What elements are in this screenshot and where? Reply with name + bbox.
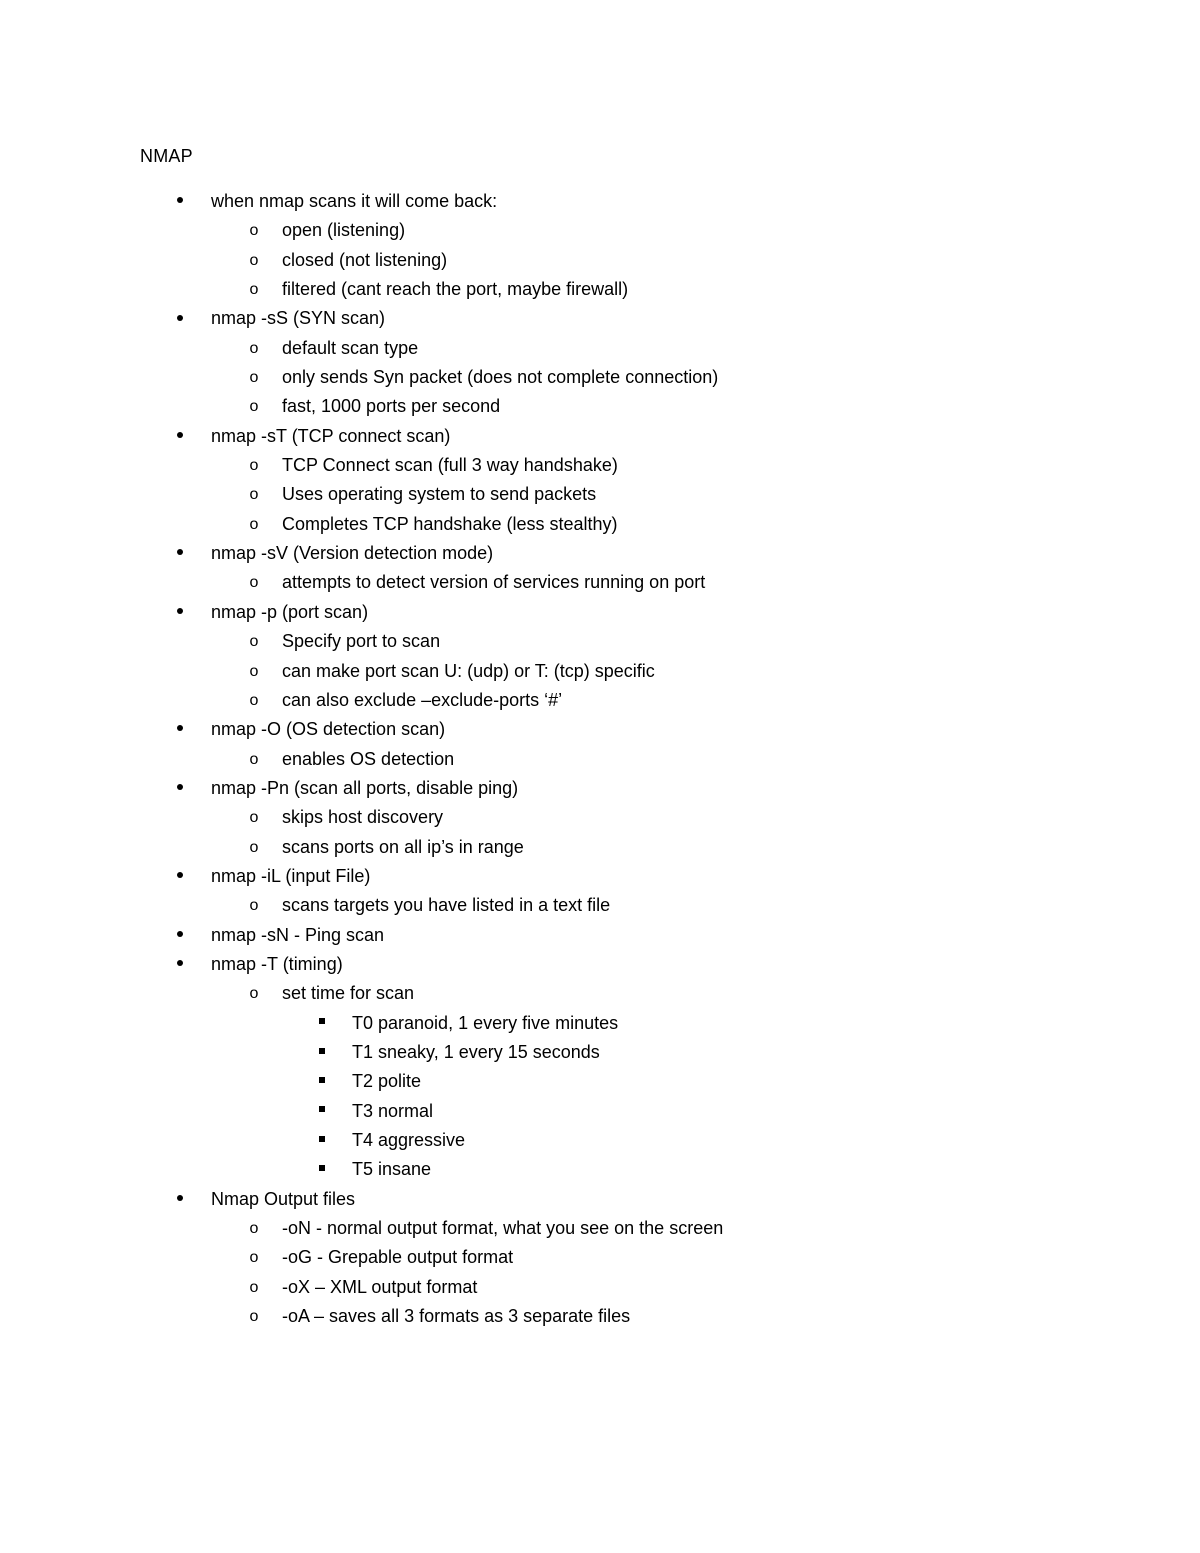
bullet-text: Nmap Output files: [211, 1188, 356, 1209]
bullet-text: nmap -T (timing): [211, 953, 343, 974]
bullet-square-icon: [312, 1155, 332, 1184]
bullet-text: nmap -sN - Ping scan: [211, 924, 385, 945]
bullet-square-icon: [312, 1067, 332, 1096]
bullet-circle-o-icon: [244, 686, 264, 715]
bullet-text: T4 aggressive: [352, 1130, 466, 1150]
bullet-o-glyph: o: [249, 369, 259, 387]
bullet-text: fast, 1000 ports per second: [282, 396, 501, 417]
bullet-square-icon: [312, 1097, 332, 1126]
bullet-circle-o-icon: [244, 275, 264, 304]
bullet-o-glyph: o: [249, 838, 259, 856]
bullet-text: scans targets you have listed in a text file: [282, 895, 611, 916]
bullet-o-glyph: o: [249, 251, 259, 269]
bullet-circle-o-icon: [244, 1302, 264, 1331]
bullet-circle-o-icon: [244, 334, 264, 363]
bullet-text: Completes TCP handshake (less stealthy): [282, 513, 618, 534]
bullet-text: filtered (cant reach the port, maybe firewall): [282, 279, 629, 300]
bullet-dot-icon: [170, 950, 190, 979]
bullet-text: nmap -Pn (scan all ports, disable ping): [211, 777, 519, 798]
bullet-text: nmap -iL (input File): [211, 865, 371, 886]
bullet-o-glyph: o: [249, 985, 259, 1003]
bullet-text: -oN - normal output format, what you see on the screen: [282, 1218, 724, 1239]
bullet-text: nmap -sV (Version detection mode): [211, 543, 494, 564]
bullet-circle-o-icon: [244, 979, 264, 1008]
bullet-text: T1 sneaky, 1 every 15 seconds: [352, 1041, 600, 1062]
bullet-circle-o-icon: [244, 657, 264, 686]
bullet-dot-icon: [170, 539, 190, 568]
bullet-o-glyph: o: [249, 486, 259, 504]
bullet-o-glyph: o: [249, 281, 259, 299]
bullet-square-icon: [312, 1009, 332, 1038]
bullet-dot-icon: [170, 715, 190, 744]
bullet-o-glyph: o: [249, 662, 259, 680]
bullet-text: nmap -sS (SYN scan): [211, 308, 386, 329]
bullet-text: open (listening): [282, 220, 406, 241]
bullet-text: T5 insane: [352, 1159, 432, 1180]
bullet-o-glyph: o: [249, 1220, 259, 1238]
bullet-dot-icon: [170, 862, 190, 891]
bullet-dot-icon: [170, 921, 190, 950]
bullet-dot-icon: [170, 1185, 190, 1214]
bullet-text: closed (not listening): [282, 249, 448, 270]
bullet-o-glyph: o: [249, 691, 259, 709]
bullet-o-glyph: o: [249, 1278, 259, 1296]
bullet-text: Specify port to scan: [282, 631, 441, 652]
bullet-dot-icon: [170, 187, 190, 216]
bullet-square-icon: [312, 1126, 332, 1155]
bullet-text: can also exclude –exclude-ports ‘#’: [282, 689, 563, 710]
bullet-o-glyph: o: [249, 222, 259, 240]
bullet-circle-o-icon: [244, 1243, 264, 1272]
bullet-text: attempts to detect version of services running on port: [282, 572, 706, 593]
bullet-dot-icon: [170, 304, 190, 333]
bullet-text: nmap -O (OS detection scan): [211, 719, 446, 740]
bullet-circle-o-icon: [244, 1273, 264, 1302]
bullet-circle-o-icon: [244, 568, 264, 597]
bullet-text: default scan type: [282, 337, 419, 358]
bullet-circle-o-icon: [244, 510, 264, 539]
bullet-text: scans ports on all ip’s in range: [282, 836, 524, 857]
bullet-text: TCP Connect scan (full 3 way handshake): [282, 455, 618, 476]
bullet-text: when nmap scans it will come back:: [211, 191, 498, 211]
bullet-circle-o-icon: [244, 1214, 264, 1243]
bullet-o-glyph: o: [249, 897, 259, 915]
bullet-text: -oA – saves all 3 formats as 3 separate files: [282, 1306, 631, 1327]
bullet-text: nmap -p (port scan): [211, 601, 369, 622]
bullet-dot-icon: [170, 774, 190, 803]
bullet-text: Uses operating system to send packets: [282, 484, 597, 505]
bullet-o-glyph: o: [249, 574, 259, 592]
bullet-text: can make port scan U: (udp) or T: (tcp) specific: [282, 660, 655, 681]
bullet-text: skips host discovery: [282, 807, 444, 828]
bullet-circle-o-icon: [244, 627, 264, 656]
bullet-text: T3 normal: [352, 1100, 434, 1121]
bullet-dot-icon: [170, 422, 190, 451]
bullet-circle-o-icon: [244, 480, 264, 509]
bullet-o-glyph: o: [249, 809, 259, 827]
bullet-o-glyph: o: [249, 515, 259, 533]
bullet-o-glyph: o: [249, 1308, 259, 1326]
bullet-text: only sends Syn packet (does not complete connection): [282, 367, 719, 388]
bullet-circle-o-icon: [244, 833, 264, 862]
bullet-circle-o-icon: [244, 745, 264, 774]
bullet-text: nmap -sT (TCP connect scan): [211, 425, 451, 446]
bullet-circle-o-icon: [244, 392, 264, 421]
bullet-o-glyph: o: [249, 339, 259, 357]
bullet-text: T2 polite: [352, 1071, 422, 1092]
bullet-o-glyph: o: [249, 750, 259, 768]
bullet-circle-o-icon: [244, 451, 264, 480]
bullet-text: -oX – XML output format: [282, 1276, 478, 1297]
bullet-text: set time for scan: [282, 983, 415, 1004]
bullet-text: enables OS detection: [282, 748, 455, 769]
bullet-o-glyph: o: [249, 633, 259, 651]
bullet-text: -oG - Grepable output format: [282, 1247, 514, 1268]
bullet-circle-o-icon: [244, 363, 264, 392]
bullet-text: T0 paranoid, 1 every five minutes: [352, 1012, 619, 1033]
bullet-o-glyph: o: [249, 457, 259, 475]
bullet-square-icon: [312, 1038, 332, 1067]
document-title: NMAP: [140, 146, 193, 166]
bullet-o-glyph: o: [249, 1249, 259, 1267]
bullet-circle-o-icon: [244, 216, 264, 245]
bullet-dot-icon: [170, 598, 190, 627]
bullet-circle-o-icon: [244, 803, 264, 832]
bullet-circle-o-icon: [244, 891, 264, 920]
bullet-o-glyph: o: [249, 398, 259, 416]
bullet-circle-o-icon: [244, 246, 264, 275]
